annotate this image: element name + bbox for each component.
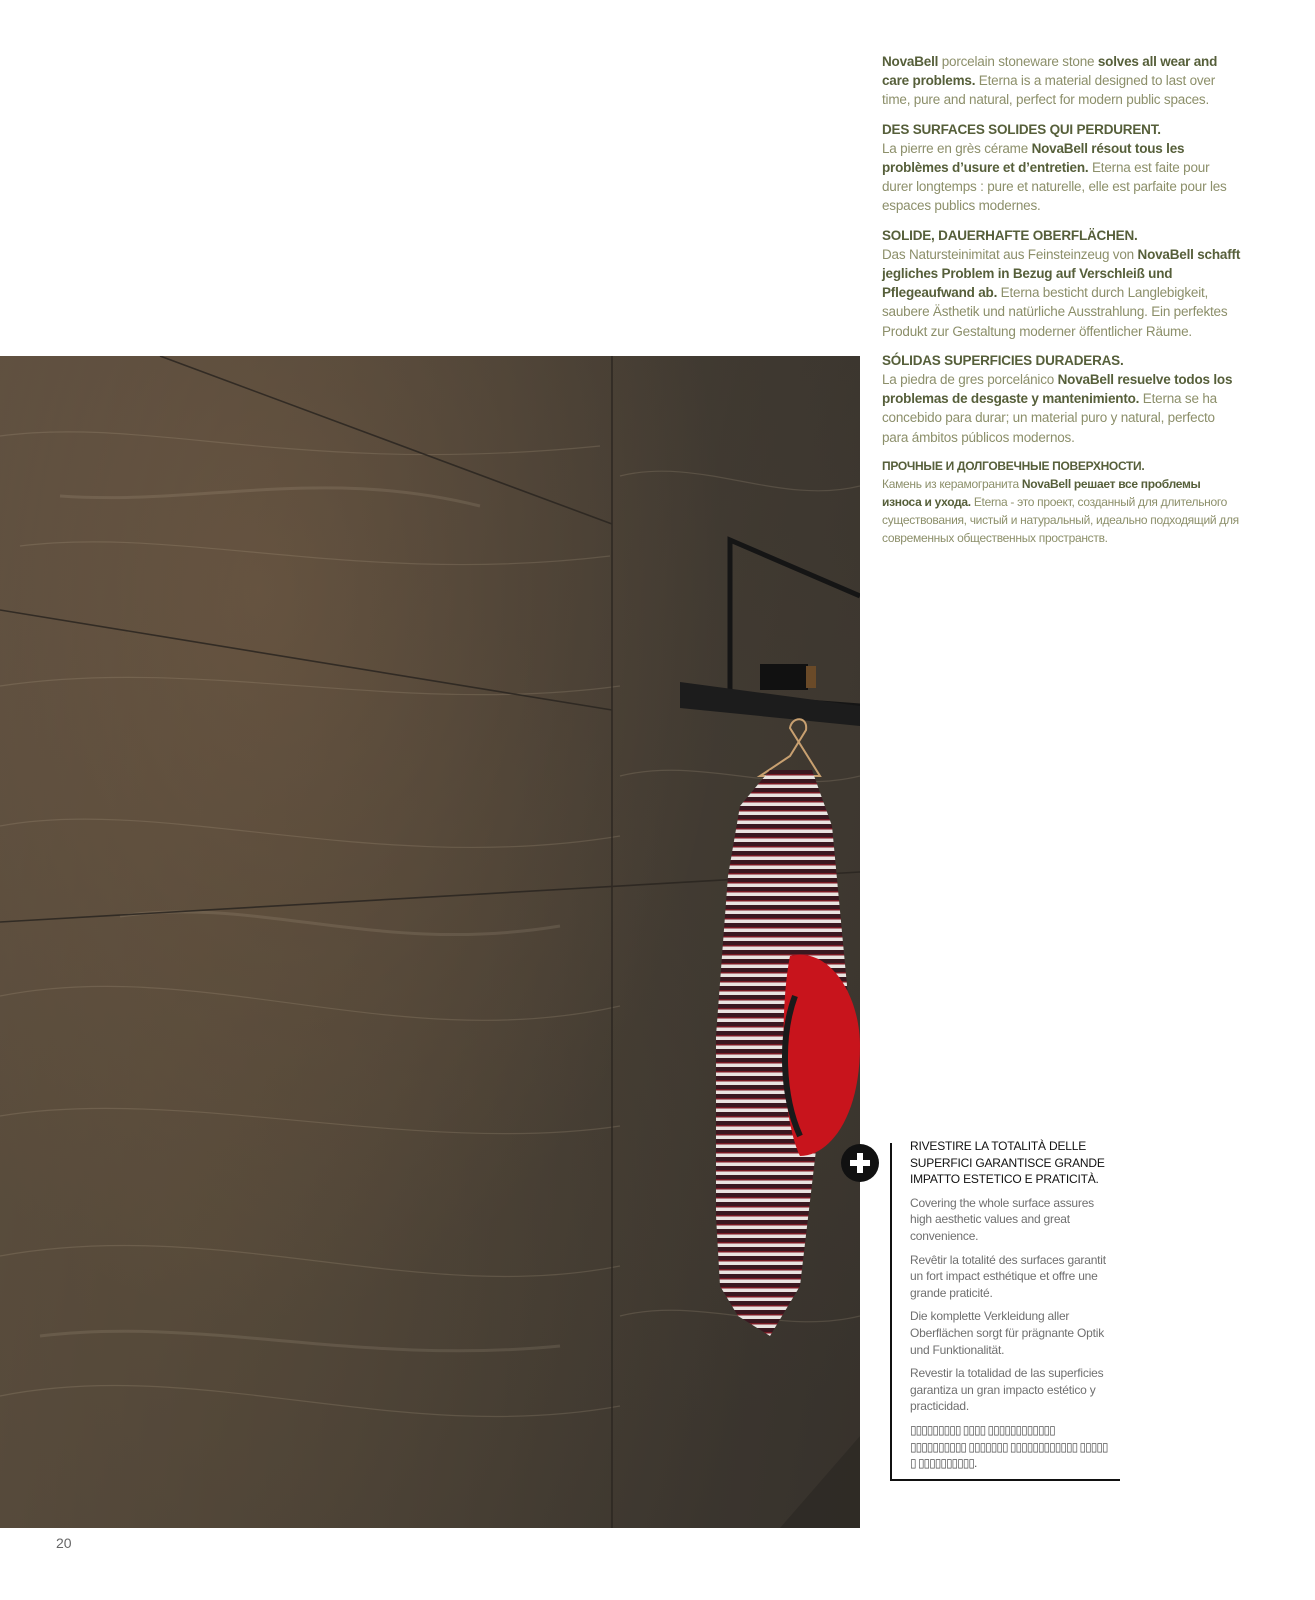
photo-illustration <box>0 356 860 1528</box>
intro-fr <box>882 120 1242 216</box>
intro-en-bold1: solves all wear and care problems. <box>882 54 1218 89</box>
plus-icon <box>841 1144 879 1182</box>
tile-wall-photo <box>0 356 860 1528</box>
intro-es-bold1: NovaBell resuelve todos los problemas de desgaste y mantenimiento. <box>882 372 1233 407</box>
intro-en-text2: Eterna is a material designed to last over time, pure and natural, perfect for modern public spaces. <box>882 73 1216 108</box>
page-number: 20 <box>56 1535 72 1551</box>
intro-ru-heading: ПРОЧНЫЕ И ДОЛГОВЕЧНЫЕ ПОВЕРХНОСТИ. <box>882 458 1145 473</box>
intro-ru-bold1: NovaBell решает все проблемы износа и ухода. <box>882 476 1201 509</box>
intro-en-text1: porcelain stoneware stone <box>938 54 1098 69</box>
intro-fr-text2: Eterna est faite pour durer longtemps : pure et naturelle, elle est parfaite pour les espaces publics modernes. <box>882 160 1227 214</box>
callout-underline <box>890 1479 1120 1481</box>
intro-ru-text2: Eterna - это проект, созданный для длительного существования, чистый и натуральный, идеально подходящий для современных общественных пространств. <box>882 494 1239 545</box>
intro-de-text1: Das Natursteinimitat aus Feinsteinzeug von <box>882 246 1138 262</box>
intro-es-text1: La piedra de gres porcelánico <box>882 372 1058 388</box>
wall-shelf <box>680 540 860 726</box>
callout-en: Covering the whole surface assures high aesthetic values and great convenience. <box>910 1195 1094 1243</box>
callout-es: Revestir la totalidad de las superficies garantiza un gran impacto estético y practicidad. <box>910 1366 1104 1414</box>
intro-fr-heading: DES SURFACES SOLIDES QUI PERDURENT. <box>882 121 1161 137</box>
callout-fr: Revêtir la totalité des surfaces garantit un fort impact esthétique et offre une grande praticité. <box>910 1252 1106 1300</box>
intro-de-heading: SOLIDE, DAUERHAFTE OBERFLÄCHEN. <box>882 227 1138 243</box>
intro-de <box>882 226 1242 341</box>
intro-en <box>882 52 1242 110</box>
intro-es-text2: Eterna se ha concebido para durar; un material puro y natural, perfecto para ámbitos públicos modernos. <box>882 391 1217 445</box>
callout-box <box>910 1138 1110 1479</box>
intro-ru <box>882 457 1242 547</box>
callout-de: Die komplette Verkleidung aller Oberflächen sorgt für prägnante Optik und Funktionalität. <box>910 1309 1105 1357</box>
intro-es <box>882 351 1242 447</box>
callout-ru-glyphs: ▯▯▯▯▯▯▯▯▯ ▯▯▯▯ ▯▯▯▯▯▯▯▯▯▯▯▯ ▯▯▯▯▯▯▯▯▯▯ ▯▯▯▯▯▯▯ ▯▯▯▯▯▯▯▯▯▯▯▯ ▯▯▯▯▯ ▯ ▯▯▯▯▯▯▯▯▯▯. <box>910 1422 1108 1471</box>
intro-es-heading: SÓLIDAS SUPERFICIES DURADERAS. <box>882 352 1124 368</box>
brand-name: NovaBell <box>882 54 939 69</box>
callout-divider <box>890 1143 892 1481</box>
intro-de-bold1: NovaBell schafft jegliches Problem in Bezug auf Verschleiß und Pflegeaufwand ab. <box>882 246 1241 301</box>
intro-de-text2: Eterna besticht durch Langlebigkeit, saubere Ästhetik und natürliche Ausstrahlung. Ein perfektes Produkt zur Gestaltung moderner öffentlicher Räume. <box>882 285 1228 339</box>
hanger <box>760 719 820 776</box>
intro-fr-text1: La pierre en grès cérame <box>882 140 1032 156</box>
callout-title: RIVESTIRE LA TOTALITÀ DELLE SUPERFICI GARANTISCE GRANDE IMPATTO ESTETICO E PRATICITÀ. <box>910 1139 1105 1187</box>
intro-fr-bold1: NovaBell résout tous les problèmes d’usure et d’entretien. <box>882 140 1185 176</box>
intro-text-column <box>882 52 1242 557</box>
intro-ru-text1: Камень из керамогранита <box>882 476 1022 491</box>
